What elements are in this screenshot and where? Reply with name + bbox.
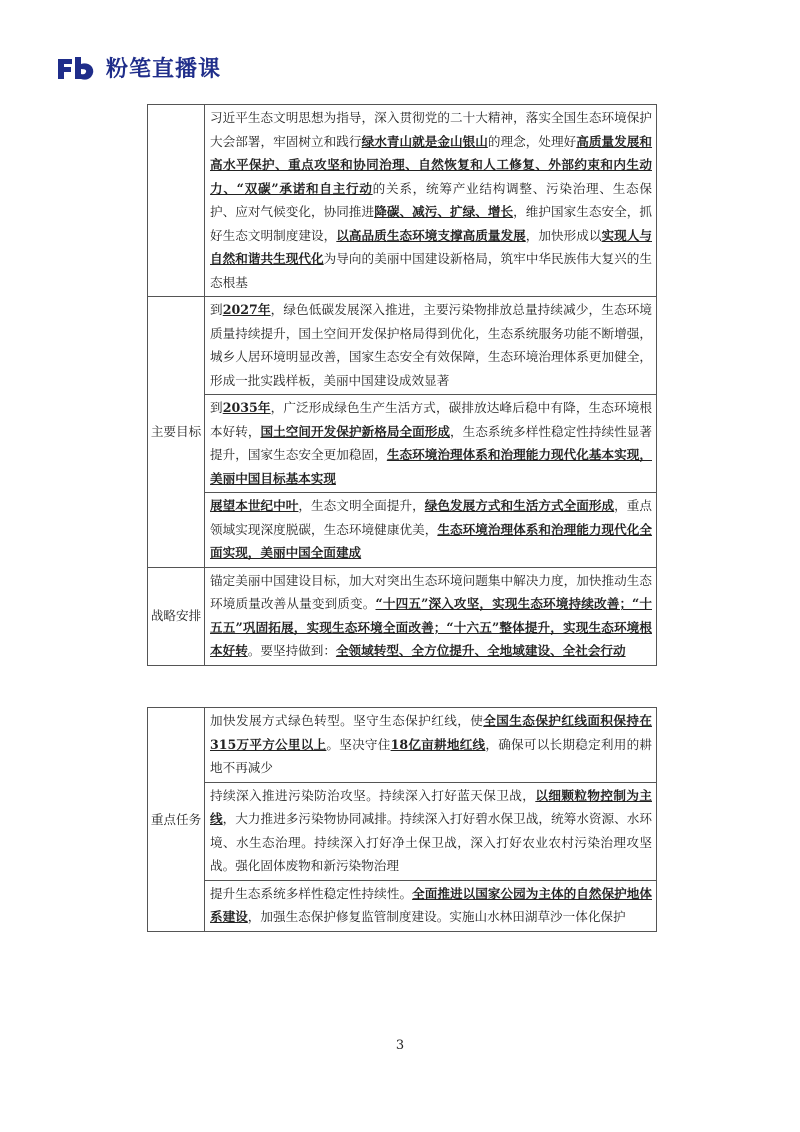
body-text: 习近平生态文明思想为指导，深入贯彻党的二十大精神，落实全国生态环境保护大会部署，牢固树立和践行 [210,110,652,149]
strategy-cell [205,567,657,665]
emphasized-text: 全国生态保护红线面积保持在315万平方公里以上 [210,713,653,752]
body-text: 为导向的美丽中国建设新格局，筑牢中华民族伟大复兴的生态根基 [210,251,653,290]
goal-midcentury-cell [205,493,657,568]
table-row [148,708,657,783]
emphasized-text: 以高品质生态环境支撑高质量发展 [336,227,526,243]
goal-2027-cell [205,297,657,395]
emphasized-text: 展望本世纪中叶 [210,498,299,513]
row-label-goals: 主要目标 [148,297,205,568]
emphasized-text: 生态环境治理体系和治理能力现代化基本实现，美丽中国目标基本实现 [210,447,653,486]
tasks-table [147,707,657,932]
body-text: 。坚决守住 [326,736,391,752]
goal-2035-cell [205,395,657,493]
table-row [148,105,657,297]
body-text: ，广泛形成绿色生产生活方式，碳排放达峰后稳中有降，生态环境根本好转， [210,400,653,439]
task-pollution-cell [205,782,657,880]
goals-table [147,104,657,666]
emphasized-text: 绿水青山就是金山银山 [361,133,488,149]
emphasized-text: 实现人与自然和谐共生现代化 [210,227,653,266]
emphasized-text: 高质量发展和高水平保护、重点攻坚和协同治理、自然恢复和人工修复、外部约束和内生动力、“双碳”承诺和自主行动 [210,133,653,196]
brand-name: 粉笔直播课 [106,57,222,82]
body-text: 的关系，统筹产业结构调整、污染治理、生态保护、应对气候变化，协同推进 [210,180,652,219]
fb-logo-icon [56,55,96,81]
body-text: 的理念，处理好 [487,133,577,149]
brand-logo [56,52,221,83]
body-text: ，重点领域实现深度脱碳，生态环境健康优美， [210,498,653,537]
row-label-strategy: 战略安排 [148,567,205,665]
task-ecosystem-cell [205,880,657,931]
emphasized-text: 全面推进以国家公园为主体的自然保护地体系建设 [210,885,653,924]
body-text: 提升生态系统多样性稳定性持续性。 [210,885,413,901]
body-text: ，加快形成以 [525,227,602,243]
emphasized-text: 绿色发展方式和生活方式全面形成 [424,498,615,513]
body-text: 锚定美丽中国建设目标，加大对突出生态环境问题集中解决力度，加快推动生态环境质量改善从量变到质变。 [210,572,652,611]
body-text: ，确保可以长期稳定利用的耕地不再减少 [210,736,653,775]
body-text: ，生态系统多样性稳定性持续性显著提升，国家生态安全更加稳固， [210,423,653,462]
body-text: 到 [210,400,223,415]
table-row [148,493,657,568]
table-row [148,567,657,665]
row-label-empty [148,105,205,297]
body-text: 。要坚持做到： [247,643,336,658]
row-label-tasks: 重点任务 [148,708,205,932]
emphasized-text: 降碳、减污、扩绿、增长 [374,204,514,219]
body-text: 持续深入推进污染防治攻坚。持续深入打好蓝天保卫战， [210,787,536,803]
body-text: ，绿色低碳发展深入推进，主要污染物排放总量持续减少，生态环境质量持续提升，国土空间开发保护格局得到优化，生态系统服务功能不断增强，城乡人居环境明显改善，国家生态安全有效保障，生态环境治理体系更加健全，形成一批实践样板，美丽中国建设成效显著 [210,302,653,388]
emphasized-text: 生态环境治理体系和治理能力现代化全面实现，美丽中国全面建成 [210,521,653,560]
body-text: ，加强生态保护修复监管制度建设。实施山水林田湖草沙一体化保护 [247,909,626,924]
body-text: 加快发展方式绿色转型。坚守生态保护红线，使 [210,713,484,728]
emphasized-text: 全领域转型、全方位提升、全地域建设、全社会行动 [335,643,626,658]
body-text: 到 [210,302,223,317]
page-number: 3 [395,1038,405,1053]
table-row [148,395,657,493]
emphasized-text: 国土空间开发保护新格局全面形成 [260,423,450,439]
emphasized-text: 2035年 [222,400,271,415]
table-row [148,880,657,931]
emphasized-text: 以细颗粒物控制为主线 [210,787,653,826]
body-text: ，大力推进多污染物协同减排。持续深入打好碧水保卫战，统筹水资源、水环境、水生态治理。持续深入打好净土保卫战，深入打好农业农村污染治理攻坚战。强化固体废物和新污染物治理 [210,811,653,873]
emphasized-text: 18亿亩耕地红线 [390,736,486,752]
table-row [148,297,657,395]
intro-cell [205,105,657,297]
body-text: ，生态文明全面提升， [298,498,425,513]
emphasized-text: “十四五”深入攻坚，实现生态环境持续改善；“十五五”巩固拓展，实现生态环境全面改善；“十六五”整体提升，实现生态环境根本好转 [210,596,653,658]
task-green-transition-cell [205,708,657,783]
table-row [148,782,657,880]
emphasized-text: 2027年 [222,302,271,317]
body-text: ，维护国家生态安全，抓好生态文明制度建设， [210,204,653,243]
